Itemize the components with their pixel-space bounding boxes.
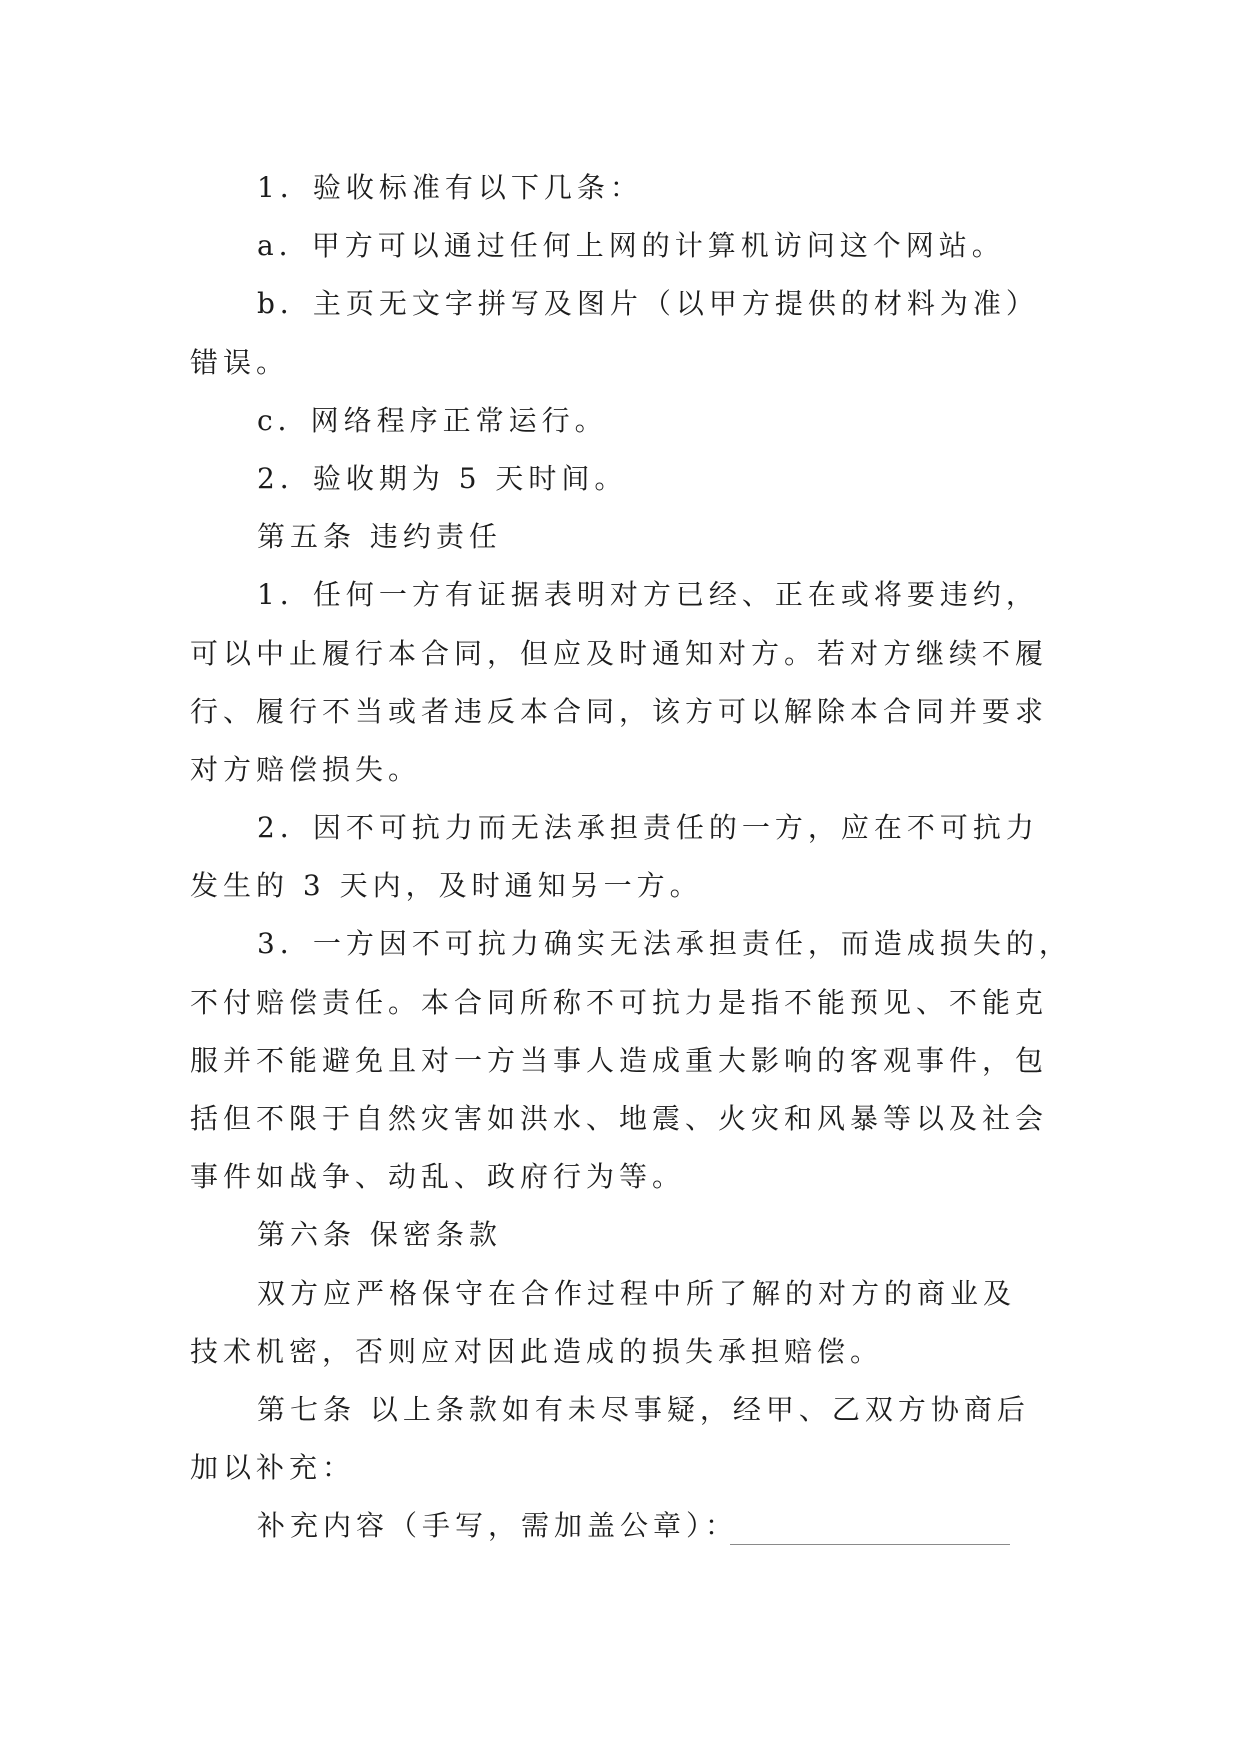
article-5-clause-1-line: 可以中止履行本合同，但应及时通知对方。若对方继续不履 [190,636,1049,670]
supplement-row [190,1497,1090,1555]
supplement-blank-line [730,1510,1010,1545]
article-5-clause-3-line: 3．一方因不可抗力确实无法承担责任，而造成损失的， [257,927,1072,961]
article-5-clause-1-line: 行、履行不当或者违反本合同，该方可以解除本合同并要求 [190,694,1049,728]
article-5-clause-1-line: 对方赔偿损失。 [190,752,422,786]
acceptance-item-c: c．网络程序正常运行。 [257,403,608,437]
article-6-body-line: 技术机密，否则应对因此造成的损失承担赔偿。 [190,1334,884,1368]
supplement-label: 补充内容（手写，需加盖公章）： [257,1509,739,1543]
contract-body [190,159,1090,1556]
article-6-heading: 第六条 保密条款 [257,1218,502,1252]
article-5-clause-2-line: 2．因不可抗力而无法承担责任的一方，应在不可抗力 [257,811,1039,845]
article-7-body-line: 加以补充： [190,1451,356,1485]
acceptance-standards-heading: 1．验收标准有以下几条： [257,171,643,204]
article-5-clause-1-line: 1．任何一方有证据表明对方已经、正在或将要违约， [257,578,1039,612]
article-6-body-line: 双方应严格保守在合作过程中所了解的对方的商业及 [257,1276,1017,1310]
acceptance-item-b-line: 错误。 [190,345,290,379]
article-5-clause-3-line: 事件如战争、动乱、政府行为等。 [190,1160,686,1194]
acceptance-item-a: a．甲方可以通过任何上网的计算机访问这个网站。 [257,229,1005,263]
article-5-clause-3-line: 不付赔偿责任。本合同所称不可抗力是指不能预见、不能克 [190,985,1049,1019]
article-5-clause-3-line: 括但不限于自然灾害如洪水、地震、火灾和风暴等以及社会 [190,1102,1049,1135]
acceptance-item-b-line: b．主页无文字拼写及图片（以甲方提供的材料为准） [257,287,1039,321]
article-5-heading: 第五条 违约责任 [257,520,502,554]
article-7-body-line: 第七条 以上条款如有未尽事疑，经甲、乙双方协商后 [257,1392,1030,1426]
acceptance-period: 2．验收期为 5 天时间。 [257,461,628,495]
article-5-clause-3-line: 服并不能避免且对一方当事人造成重大影响的客观事件，包 [190,1043,1049,1077]
article-5-clause-2-line: 发生的 3 天内，及时通知另一方。 [190,869,703,903]
